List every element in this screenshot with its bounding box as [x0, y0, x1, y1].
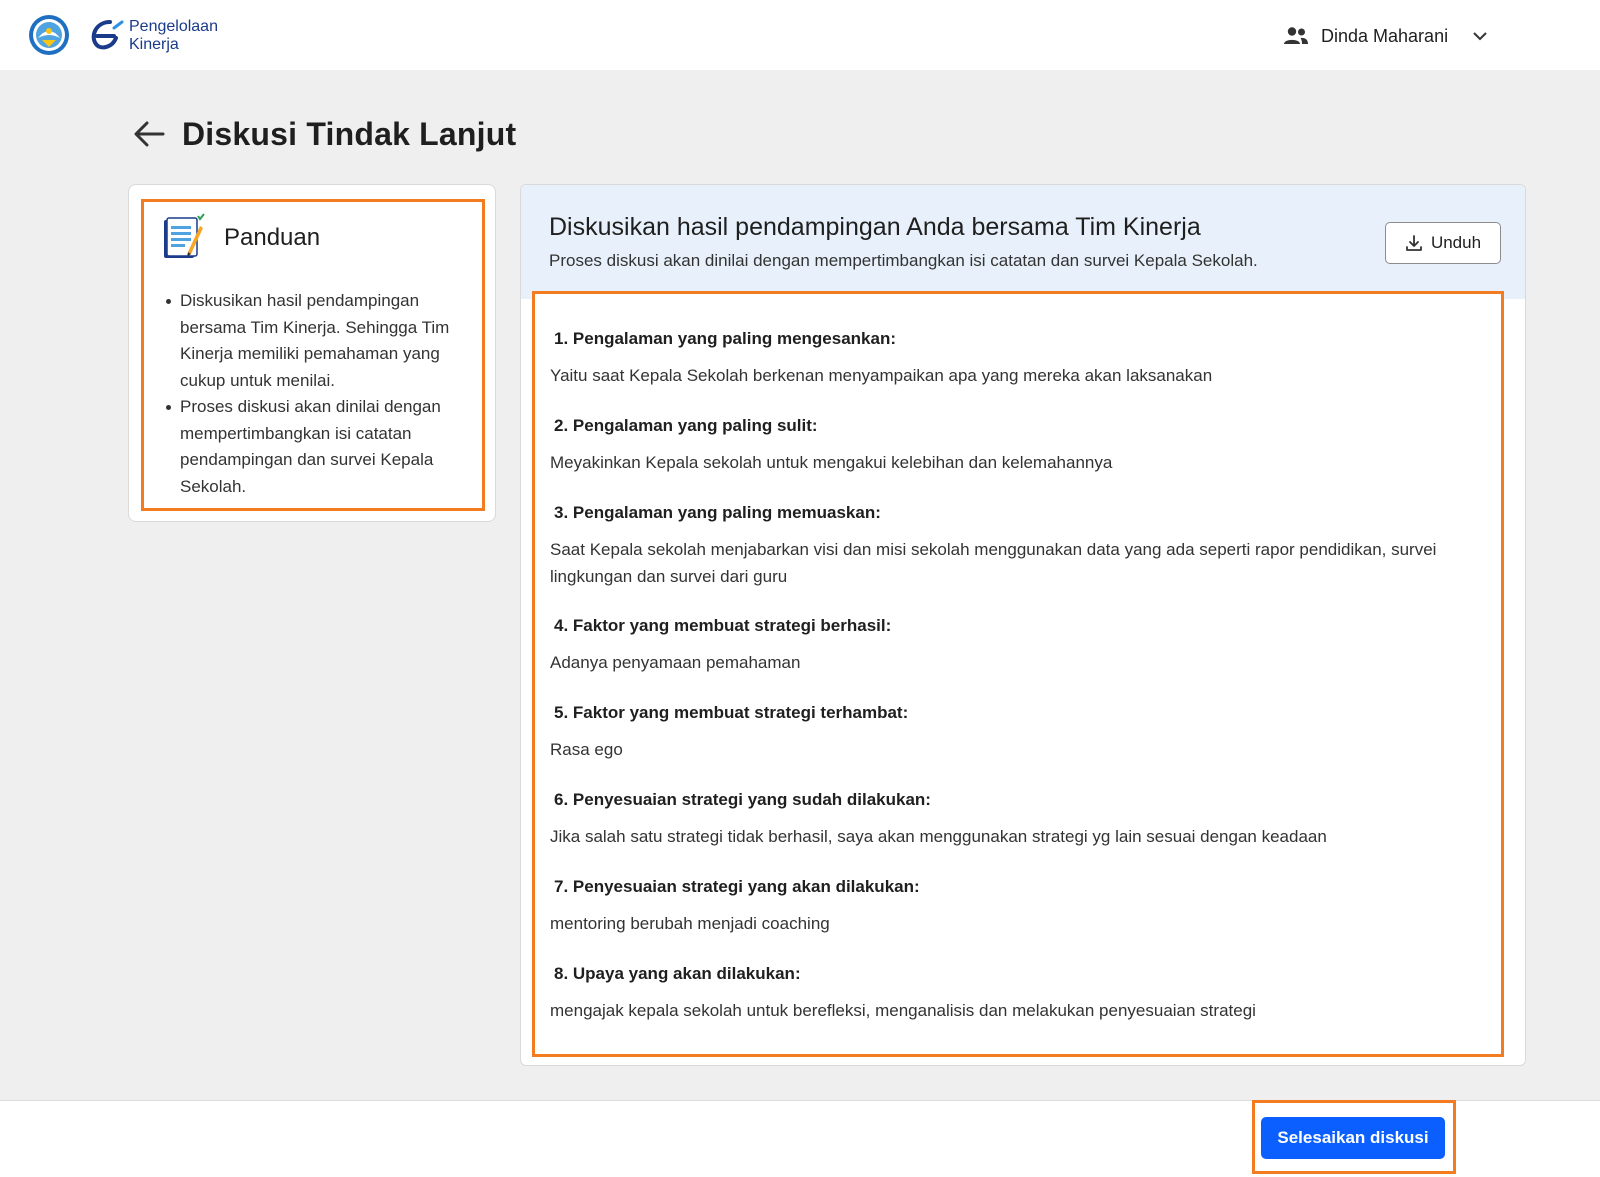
users-icon [1283, 26, 1309, 46]
download-icon [1405, 234, 1423, 252]
answer: Meyakinkan Kepala sekolah untuk mengakui kelebihan dan kelemahannya [550, 453, 1113, 472]
qa-item [550, 615, 1490, 676]
arrow-left-icon [133, 120, 165, 148]
discussion-header [521, 185, 1526, 299]
qa-item [550, 963, 1490, 1024]
user-menu[interactable] [1283, 22, 1488, 50]
clipboard-notes-icon [158, 212, 206, 262]
footer-bar [0, 1100, 1600, 1177]
guide-item: Diskusikan hasil pendampingan bersama Tim Kinerja. Sehingga Tim Kinerja memiliki pemahaman yang cukup untuk menilai. [166, 288, 474, 394]
answer: Adanya penyamaan pemahaman [550, 653, 801, 672]
guide-card [128, 184, 496, 522]
question: 1. Pengalaman yang paling mengesankan: [554, 329, 896, 348]
brand-line-1: Pengelolaan [129, 18, 218, 35]
question: 5. Faktor yang membuat strategi terhambat: [554, 703, 909, 722]
discussion-card [520, 184, 1526, 1066]
answer: mengajak kepala sekolah untuk berefleksi, menganalisis dan melakukan penyesuaian strategi [550, 1001, 1256, 1020]
guide-title: Panduan [224, 224, 321, 251]
main-content [0, 70, 1600, 1100]
qa-item [550, 328, 1490, 389]
finish-discussion-button[interactable]: Selesaikan diskusi [1261, 1117, 1445, 1159]
question: 2. Pengalaman yang paling sulit: [554, 416, 818, 435]
answers-list [532, 291, 1504, 1057]
qa-item [550, 702, 1490, 763]
question: 7. Penyesuaian strategi yang akan dilakukan: [554, 877, 920, 896]
user-name: Dinda Maharani [1321, 25, 1449, 46]
pengelolaan-kinerja-logo-icon[interactable] [86, 16, 126, 56]
page-title: Diskusi Tindak Lanjut [182, 115, 517, 152]
chevron-down-icon [1472, 31, 1488, 41]
qa-item [550, 876, 1490, 937]
top-navbar [0, 0, 1600, 70]
answer: mentoring berubah menjadi coaching [550, 914, 830, 933]
answer: Saat Kepala sekolah menjabarkan visi dan misi sekolah menggunakan data yang ada seperti rapor pendidikan, survei lingkungan dan survei dari guru [550, 540, 1437, 586]
tut-wuri-handayani-emblem-icon[interactable] [28, 14, 70, 56]
page-header [132, 110, 516, 158]
question: 6. Penyesuaian strategi yang sudah dilakukan: [554, 790, 931, 809]
brand-name[interactable] [129, 18, 218, 54]
guide-item: Proses diskusi akan dinilai dengan mempertimbangkan isi catatan pendampingan dan survei Kepala Sekolah. [166, 394, 474, 500]
answer: Jika salah satu strategi tidak berhasil, saya akan menggunakan strategi yg lain sesuai dengan keadaan [550, 827, 1327, 846]
question: 8. Upaya yang akan dilakukan: [554, 964, 801, 983]
discussion-subtitle: Proses diskusi akan dinilai dengan mempertimbangkan isi catatan dan survei Kepala Sekolah. [549, 251, 1258, 270]
guide-list [166, 288, 474, 500]
qa-item [550, 502, 1490, 590]
answer: Rasa ego [550, 740, 623, 759]
question: 4. Faktor yang membuat strategi berhasil: [554, 616, 892, 635]
qa-item [550, 789, 1490, 850]
discussion-title: Diskusikan hasil pendampingan Anda bersama Tim Kinerja [549, 213, 1201, 241]
brand-line-2: Kinerja [129, 36, 179, 53]
guide-highlight [141, 199, 485, 511]
qa-item [550, 415, 1490, 476]
answer: Yaitu saat Kepala Sekolah berkenan menyampaikan apa yang mereka akan laksanakan [550, 366, 1213, 385]
download-button[interactable] [1385, 222, 1501, 264]
download-label: Unduh [1430, 233, 1482, 252]
back-button[interactable] [132, 117, 166, 151]
question: 3. Pengalaman yang paling memuaskan: [554, 503, 881, 522]
